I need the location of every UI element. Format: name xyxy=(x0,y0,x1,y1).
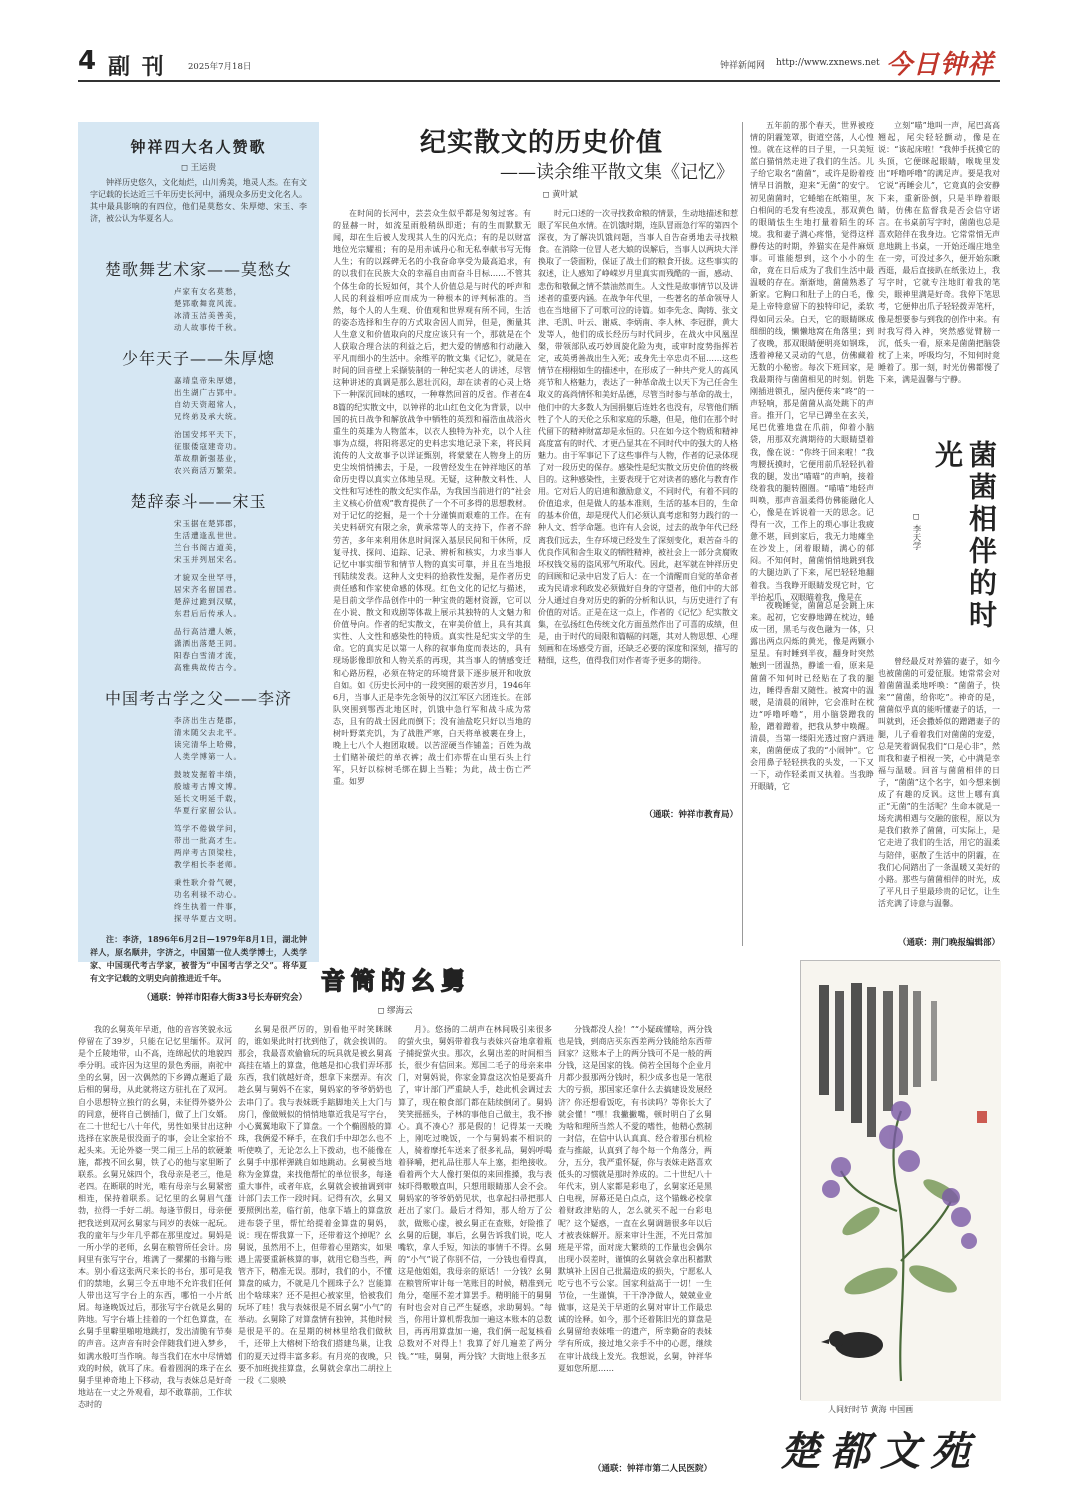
right-story-column-2: 立刻“喵”地叫一声，尾巴高高翘起，尾尖轻轻颤动，像是在说：“该起床啦！”我伸手抚摸它的头顶，它便眯起眼睛，喉咙里发出“呼噜呼噜”的满足声。要是我对它说“再睡会儿”，它竟真的会安静下来，重新卧倒，只是半睁着眼睛，仿佛在监督我是否会信守诺言。在书桌前写字时，菌菌也总是喜欢陪伴在我身边。它常常悄无声息地跳上书桌，一开始还端庄地坐在一旁，可没过多久，便开始东瞅西逛，最后直接趴在纸张边上，我写字时，它就专注地盯着我的笔尖，眼神里满是好奇。我停下笔思考，它便伸出爪子轻轻拨弄笔杆，像是想要参与到我的创作中来。有时我写得入神，突然感觉臂膀一沉，低头一看，原来是菌菌把脑袋枕了上来，呼吸均匀，不知何时竟睡着了。那一刻，时光仿佛都慢了下来，满是温馨与宁静。 xyxy=(878,121,1000,384)
bottom-story-author: ◻ 缪海云 xyxy=(377,1006,413,1016)
bottom-story-source: （通联：钟祥市第二人民医院） xyxy=(592,1464,712,1474)
bottom-column-1: 我的幺舅英年早逝，他的音容笑貌永远停留在了39岁，只能在记忆里缅怀。双河是个丘陵地带，山不高，连绵起伏的地貌四季分明。或许因为这里的景色秀丽，南驼中坐的幺舅，因一次偶然的下乡蹲点邂逅了最后相的舅母，从此就将这方驻扎在了双河。自小思想特立独行的幺舅，未征得外婆外公的同意，便将自己倒插门，做了上门女婿。在二十世纪七八十年代，男性如果甘出这种选择在家族是很没面子的事，会让全家抬不起头来。无论外婆一哭二闹三上吊的软硬兼施，都拽不回幺舅，铁了心的他与家里断了联系。幺舅兄妹四个，我母亲是老三，他是老四。在断联的时光，唯有母亲与幺舅紧密相连，保持着联系。记忆里的幺舅眉气蓬勃，拉得一手好二胡。每逢节假日，母亲便把我送到双河幺舅家与同岁的表妹一起玩。我的童年与少年几乎都在那里度过。舅妈是一所小学的老师，幺舅在粮管所任会计。房间里有张写字台，堆满了一摞摞的书籍与账本。别小看这张两尺来长的书台，那可是我们的禁地，幺舅三令五申地不允许我们任何人带出这写字台上的东西，哪怕一小片纸屑。每逢晚饭过后，那张写字台就是幺舅的阵地。写字台墙上挂着的一个红色算盘，在幺舅手里噼里啪啦地跳打，发出清脆有节奏的声音。这声音有时会伴随我们进入梦乡，如满水般叮当作响。每当我们在水中尽情嬉戏的时候，就耳了床。看着圆润的珠子在幺舅手里神奇地上下移动，我与表妹总是好奇地站在一丈之外观看，却不敢靠前，工作状态时的 xyxy=(78,1025,232,1409)
sidebar-title: 钟祥四大名人赞歌 xyxy=(130,138,267,156)
poem-line: 品行高洁遭人嫉， xyxy=(174,627,242,636)
poem-stanza xyxy=(174,429,307,477)
poem-line: 两岸考古顶梁柱， xyxy=(174,848,242,857)
feature-source: （通联：钟祥市教育局） xyxy=(644,810,738,820)
poem-stanza xyxy=(174,823,307,871)
poem-line: 东君后后传承人。 xyxy=(174,609,242,618)
poem-line: 征服倭寇建奇功。 xyxy=(174,442,242,451)
painting-frame xyxy=(800,960,1000,1400)
poem-line: 探寻华夏古文明。 xyxy=(174,914,242,923)
poem-line: 教学相长李老师。 xyxy=(174,860,242,869)
painting-caption: 人间好时节 黄海 中国画 xyxy=(828,1405,914,1414)
poem-line: 功名利禄不动心。 xyxy=(174,890,242,899)
poem-line: 动人故事传千秋。 xyxy=(174,323,242,332)
poem-line: 鼓坡发掘着丰绩， xyxy=(174,770,242,779)
poem-stanza xyxy=(174,286,307,334)
poem-line: 潇洒出落楚王同。 xyxy=(174,639,242,648)
bottom-column-4: 分钱都没人捡！”“小疑疏懂啥，两分钱也是钱，到商店买东西差两分钱能给东西带回家？这账本子上的两分钱可不是一般的两分钱，这是国家的钱。倘若全国每个企业月月都少报那两分钱时，积少成多也是一笔很大的亏损，那国家还拿什么去搞建设发展经济？你还想看饭吃，有书读吗？等你长大了就会懂！”嘿！我撇撇嘴，顿时明白了幺舅为啥和理所当然人不愛的嗜性，他精心熬制一封信，在信中认认真真、经合着那台机检查与推敲，认真到了每个每一个角落分，两分，五分，我严重怀疑，你与表妹走路喜欢低头的习惯就是那时养成的。二十世纪八十年代末，别人家都是彩电了，幺舅家还是黑白电视，屏幕还是白点点，这个锚蛛必校拿着财政津贴的人，怎么就买不起一台彩电呢？这个疑惑，一直在幺舅调谐很多年以后才被表妹解开。原来审计生涯，不光日常加班是平常，面对庞大繁琐的工作量也会偶尔出现小误差时，谨慎的幺舅就会拿出积蓄默默填补上因自己批漏造成的损失，宁愿私人吃亏也不亏公家。国家利益高于一切！一生节俭，一生谨慎，干干净净做人，兢兢业业做事，这是关于早逝的幺舅对审计工作最忠诚的诠释。如今，那个还着陈旧光的算盘是幺舅留给表妹唯一的遗产，所幸勤奋的表妹学有所成，接过地父亲手不中的心愿，继续在审计战线上发光。我想说，幺舅，钟祥华夏如您所愿…… xyxy=(558,1025,712,1373)
poem-line: 治国安邦平天下， xyxy=(174,430,242,439)
poem-line: 宋玉据在楚郢郡， xyxy=(174,519,242,528)
right-story-title-text: 菌菌相伴的时光 xyxy=(931,440,998,632)
right-story-author xyxy=(910,512,924,550)
bottom-column-3: 月》。悠扬的二胡声在林间吸引来很多的萤火虫，舅妈带着我与表妹兴奋地拿着瓶子捕捉萤火虫。那次，幺舅出差的时间相当长，很少有信回来。郑国二毛子的母亲来串门，对舅妈说，你家金算盘这次怕是要高升了，审计部门严重缺人手，趁此机会调过去算了，现在粮食部门都在陆续倒闭了。舅妈笑笑摇摇头，子林的事他自己做主，我不掺心。真不凑心？那是假的！记得某一天晚上，刚吃过晚饭，一个与舅妈素不相识的人，骑着摩托车送来了很多礼品，舅妈呼喝着驿嚼，把礼品往那人车上塞，拒绝接收。看着两个大人像打架似的来回推搡，我与表妹吓得嗷嗷直叫，只想用眼睛那人会不会。舅妈家的爷爷奶奶见状，也拿起扫帚把那人赶出了家门。最后才得知，那人给万了公款，做账心虚，被幺舅正在查账，好险推了幺舅的后腿，事后，幺舅告诉我们说，吃人嘴软，拿人手短，知法的事情千不得。幺舅的“小气”说了你别不信，一分钱也看得真，这是他姐姐，我母亲的原话！一分钱？幺舅在粮管所审计每一笔账目的时候，精准到元角分，毫厘不差才算罢手。精明能干的舅舅有时也会对自己严生疑惑，求助舅妈。“每当，你用计算机帮我加一遍这本账本的总数目，再再用算盘加一遍，我们俩一起复核看总数对不对得上！我算了好几遍差了两分钱。”“哇，舅舅，两分钱？大街地上很多五 xyxy=(398,1025,552,1361)
poem-title: 楚歌舞艺术家——莫愁女 xyxy=(104,260,292,279)
poem-stanza xyxy=(174,877,307,925)
painting-image xyxy=(801,961,1001,1401)
poem-line: 李济出生古楚郡， xyxy=(174,716,242,725)
poem-line: 才貌双全世罕寻， xyxy=(174,573,242,582)
right-story-column-1: 五年前的那个春天，世界被疫情的阴霾笼罩，街道空荡，人心惶惶。就在这样的日子里，一只美短蓝白猫悄然走进了我们的生活。儿子给它取名“菌菌”，或许是盼着疫情早日消散，迎来“无菌”的安宁。初见菌菌时，它蜷缩在纸箱里，灰白相间的毛发有些凌乱，那双黄色的眼睛怯生生地打量着陌生的环境。我和妻子满心疼惜，觉得这样静传达的时期，养猫实在是件麻烦事。可谁能想到，这个小小的生命，竟在日后成为了我们生活中最温暖的存在。渐渐地，菌菌熟悉了新家。它胸口和肚子上的白毛，像是上帝特意留下的独特印记，柔软得如同云朵。白天，它的眼睛眯成细细的线，懒懒地窝在角落里；到了夜晚，那双眼睛便明亮如钢珠，透着神秘又灵动的气息，仿佛藏着无数的小秘密。每次下班回家，是我最期待与菌菌相见的时刻。钥匙刚插进锁孔，屋内便传来“咚”的一声轻响，那是菌菌从高处跳下的声音。推开门，它早已蹲坐在玄关，尾巴优雅地盘在爪前，仰着小脑袋，用那双充满期待的大眼睛望着我，像在说：“你终于回来啦！”我弯腰抚摸时，它便用前爪轻轻扒着我的腿，发出“喵喵”的声响，接着绕着我的腿转圈圈。“喵喵”地轻声叫唤，那声音温柔得仿佛能融化人心，像是在诉说着一天的思念。记得有一次，工作上的琐心事让我疲惫不堪，回到家后，我无力地瘫坐在沙发上，闭着眼睛，满心的郁闷。不知何时，菌菌悄悄地跳到我的大腿边趴了下来，尾巴轻轻地翻着我。当我睁开眼睛发现它时，它半抬起爪，双眼瞄着我，像是在 xyxy=(750,121,874,602)
poem-line: 革故鼎新强基业， xyxy=(174,454,242,463)
masthead-logo: 今日钟祥 xyxy=(886,50,995,80)
poem-line: 楚郢歌舞竟风流。 xyxy=(174,299,242,308)
poem-stanza xyxy=(174,715,307,763)
poem-line: 居宋齐名留国君。 xyxy=(174,585,242,594)
poem-line: 冰清玉洁美善美， xyxy=(174,311,242,320)
poem-line: 笃学不倦做学问， xyxy=(174,824,242,833)
sidebar-author: ◻ 王运贵 xyxy=(180,163,217,173)
poem-title: 楚辞泰斗——宋玉 xyxy=(130,492,267,511)
poem-line: 带出一批高才生。 xyxy=(174,836,242,845)
page-number: 4 xyxy=(78,46,97,76)
right-story-source: （通联：荆门晚报编辑部） xyxy=(897,938,1000,948)
right-divider xyxy=(742,122,743,946)
column-logo: 楚都文苑 xyxy=(780,1428,980,1475)
poem-title: 中国考古学之父——李济 xyxy=(104,689,292,708)
right-story-column-3: 曾经最反对养猫的妻子，如今也被菌菌的可爱征服。她常常会对着菌菌温柔地呼唤：“菌菌子，快来”“菌菌，给你吃”。神奇的是，菌菌似乎真的能听懂妻子的话，一叫就到，还会撒娇似的蹭蹭妻子的腿，儿子看着我们对菌菌的宠爱，总是笑着调侃我们“口是心非”，然而我和妻子相视一笑，心中满是幸福与温暖。回首与菌菌相伴的日子，“菌菌”这个名字，如今想来倒成了有趣的反讽。这世上哪有真正“无菌”的生活呢？生命本就是一场充满相遇与交融的旅程，原以为是我们救养了菌菌，可实际上，是它走进了我们的生活，用它的温柔与陪伴，驱散了生活中的阴霾，在我们心间踏出了一条温暖又美好的小路。那些与菌菌相伴的时光，成了平凡日子里最珍贵的记忆，让生活充满了诗意与温馨。 xyxy=(878,657,1000,908)
poem-line: 高雅典故传古今。 xyxy=(174,663,242,672)
seal-stamp xyxy=(977,1111,987,1123)
poem-line: 读完清华上哈佛， xyxy=(174,740,242,749)
poem-line: 延长文明延千载， xyxy=(174,794,242,803)
poem-line: 人类学博第一人。 xyxy=(174,752,242,761)
poems-list xyxy=(90,257,307,925)
poem-line: 农兴商活万繁荣。 xyxy=(174,466,242,475)
poem-line: 华夏行家留公认。 xyxy=(174,806,242,815)
poem-stanza xyxy=(174,769,307,817)
feature-subtitle: ——读余维平散文集《记忆》 xyxy=(500,162,734,183)
poem-line: 终生执着一件事， xyxy=(174,902,242,911)
poem-line: 楚辞过跪到汉赋， xyxy=(174,597,242,606)
poem-line: 阳春白雪清才流， xyxy=(174,651,242,660)
right-story-author-text: ◻ 李天学 xyxy=(911,512,921,551)
bottom-story-title xyxy=(304,960,488,996)
sidebar-intro: 钟祥历史悠久，文化灿烂，山川秀美，地灵人杰。在有文字记载的长达近三千年历史长河中，涌现众多历史文化名人。其中最具影响的有四位，他们是莫愁女、朱厚熜、宋玉、李济，被公认为华夏名人。 xyxy=(90,178,307,224)
sidebar-source: （通联：钟祥市阳春大街33号长寿研究会） xyxy=(142,993,307,1003)
poem-title: 少年天子——朱厚熜 xyxy=(121,349,275,368)
poem-stanza xyxy=(174,518,307,566)
poem-line: 兄终弟及承大统。 xyxy=(174,412,242,421)
bottom-story-title-text: 音筒的幺舅 xyxy=(321,965,471,995)
poem-line: 自幼天资超常人， xyxy=(174,400,242,409)
site-name: 钟祥新闻网 xyxy=(720,61,766,71)
poem-line: 生活遭逢乱世世。 xyxy=(174,531,242,540)
poem-stanza xyxy=(174,626,307,674)
poem-line: 清末随父去北平。 xyxy=(174,728,242,737)
site-url[interactable]: http://www.zxnews.net xyxy=(776,58,880,68)
feature-column-2: 时元口述的一次寻找救命粮的情景，生动地描述和惹眼了军民鱼水情。在饥饿时期，连队冒雨急行军的第四个深夜，为了解决饥饿问题，当事人自告奋勇地去寻找粮食。在消除一位冒人老大娘的误解后，当事人以两块大洋换取了一袋面粉，保证了战士们的粮食开拔。这些事实的叙述，让人感知了峥嵘岁月里真实而残酷的一面，感动、悲伤和敬佩之情不禁油然而生。人文性是故事情节以及讲述者的重要内涵。在战争年代里，一些著名的革命领导人也在当地留下了可歌可泣的诗篇。如李先念、陶铸、张文津、毛凯、叶云、谢威、李炳南、李人林、李冠群，黄大发等人，他们的成长经历与时代同步，在战火中风凰涅槃，带领部队或巧妙周旋化险为夷，或审时度势指挥若定，或英勇善战出生入死；或身先士卒忠贞不屈……这些情节在栩栩如生的描述中，在形成了一种共产党人的高风亮节和人格魅力，表达了一种革命战士以天下为己任舍生取义的高尚情怀和美好品德，尽管当时参与革命的战士，他们中的大多数人为国捐躯后连姓名也没有，尽管他们牺牲了个人的天伦之乐和家庭的乐趣，但是，他们在那个时代留下的精神财富却是永恒的。只在如今这个物质和精神高度富有的时代、才更凸显其在不同时代中的强大的人格魅力。由于军事记下了这些事件与人物，作者的记录体现了对一段历史的保存。感染性是纪实散文历史价值的终极目的。这种感染性，主要表现于它对读者的感化与教育作用。它对后人的启迪和激励意义，不同时代，有着不同的价值追求，但是做人的基本准则，生活的基本目的，生命的基本价值，却是现代人们必须认真考虑和努力践行的一种人文、哲学命题。也许有人会说，过去的战争年代已经离我们远去，生存环境已经发生了深刻变化，艰苦奋斗的优良作风和舍生取义的牺牲精神，被社会上一部分贪腐败坏权钱交易的盗风邪气所取代。因此，赵军就在钟祥历史的回顾和记录中启发了后人：在一个清醒而自觉的革命者或为民请求利政发必须做好自身的守望者，他们中的大部分人通过自身对历史的新的分析和认识，与历史进行了有价值的对话。正是在这一点上，作者的《记忆》纪实散文集，在弘扬红色传统文化方面虽然作出了可喜的成绩，但是，由于时代的局限和篇幅的问题，其对人物思想、心理刻画和在场感受方面，还缺乏必要的深度和深刻，描写的精细，这些，值得我们对作者寄予更多的期待。 xyxy=(538,209,738,666)
feature-column-1: 在时间的长河中，芸芸众生似乎都是匆匆过客。有的显赫一时，如流星雨般稍纵即逝；有的生而默默无闻，却在生后被人发现其人生的闪光点；有的是以财富地位光宗耀祖；有的是用赤诚丹心和无私奉献书写无悔人生；有的以踩碑无名的小我奋命享受为最高追求，有的以我们在民族大众的幸福自由而奋斗目标……不管其个体生命的长短如何，其个人价值总是与时代的呼声和人民的利益相呼应而成为一种根本的评判标准的。当然，每个人的人生观、价值观和世界观有所不同，生活的姿态选择和生存的方式取舍因人而异，但是，衡量其人生意义和价值取向的尺度应该只有一个，那就是在个人获取合理合法的利益之后，把大爱的情感和行动融入平凡而细小的生活中。余维平的散文集《记忆》，就是在时间的回音壁上采撷装制的一种纪实老人的讲述，尽管这种讲述的真调是那么恩壮沉闷，却在读者的心灵上烙下一种深沉回味的感叹，一种尊然回首的反省。作者在48篇的纪实散文中，以钟祥的北山红色文化为背景，以中国的抗日战争和解放战争中牺牲的英烈和福浩血战浴火重生的英雄为人物蓝本，以衣人独特为补充，以个人往事为点缀，将阳将恶定的史料忠实地记录下来，将民间流传的人文故事予以详证甄别，将蒙蒙在人物身上的历史尘埃悄悄拂去，于是，一段曾经发生在钟祥地区的革命历史得以真实立体地呈现。无疑，这种散文料性、人文性和写述性的散文纪实作品，为我国当前进行的“社会主义核心价值观”教育提供了一个不可多得的思想教材。对于记忆的挖掘，是一个十分谨慎而艰难的工作。在有关史料研究有限之余，黄承常等人的支持下，作者不辞劳苦，多年来利用休息时间深入基层民间和干休所，反复寻找、探问、追踪、记录、辨析和核实，力求当事人记忆中事实细节和情节人物的真实可靠，并且在当地报刊陆续发表。这种人文史料的拾救性发掘，是作者历史责任感和作家使命感的体现。红色文化的记忆与描述，是目前文学作品创作中的一种宝贵的题材资源，它可以在小说、散文和戏剧等体裁上展示其独特的人文魅力和价值导向。作者的纪实散文，在审美价值上，具有其真实性、人文性和感染性的特质。真实性是纪实文学的生命。它的真实足以第一人称的叙事角度而表达的，具有现场影像即放和人物关系的再现，其当事人的情感变迁和心路历程，必须在特定的环境背景下逐步展开和收放自如。如《历史长河中的一段突围的艰苦岁月，1946年6月，当事人正是李先念领导的汉江军区六团连长。在部队突围到鄂西北地区时，饥饿中急行军和战斗成为常态，且有的战士因此而倒下；没有油盐吃只好以当地的树叶野菜充饥，为了战胜严寒，白天将单被裹在身上，晚上七八个人抱团取暖。以苦涩硬当作铺盖；百姓为战士们赌补破烂的单衣裤；战士们亦帮在山里石头上行军，只好以棕树毛绑在脚上当鞋；为此，战士伤亡严重。如罗 xyxy=(333,209,531,787)
sidebar-note: 注：李济，1896年6月2日—1979年8月1日，湖北钟祥人，原名顺井，字济之，中国第一位人类学博士，人类学家、中国现代考古学家，被誉为“中国考古学之父”。将华夏有文字记载的文明史向前推进近千年。 xyxy=(90,934,307,983)
section-title: 副 刊 xyxy=(108,54,166,80)
poem-stanza xyxy=(174,375,307,423)
poem-stanza xyxy=(174,572,307,620)
poem-line: 殷墟考古博文博。 xyxy=(174,782,242,791)
issue-date: 2025年7月18日 xyxy=(188,62,252,72)
page-header xyxy=(78,48,1000,78)
poem-line: 嘉靖皇帝朱厚熜， xyxy=(174,376,242,385)
poem-line: 宋玉并列屈宋名。 xyxy=(174,555,242,564)
right-story-title xyxy=(930,440,998,636)
bottom-column-2: 幺舅是很严厉的，别看他平时笑眯眯的，谁如果此时打扰到他了，就会挨训的。那会，我最喜欢偷偷玩的玩具就是被幺舅高高挂在墙上的算盘，他越是扣心我们弄坏那东西，我们就越好奇，想拿下来摆弄。有次趁幺舅与舅妈不在家，舅妈家的爷爷奶奶也去串门了。我与表妹既手踮脚地关上大门与房门，像做贼似的悄悄地靠近我是写字台，小心翼翼地取下了算盘。一个个椭圆般的算珠，我俩爱不释手，在我们手中却怎么也不听使唤了，无论怎么上下拨动，也不能像在幺舅手中那样弹跳自如地跳动。幺舅被当地称为金算盘，来找他帮忙的单位很多，每逢重大事件，或者年底，幺舅就会被抽调到审计部门去工作一段时间。记得有次，幺舅又要照例出差，临行前，他拿下墙上的算盘放进布袋子里，帮忙给提着金算盘的舅妈，说：现在帮我算一下，还带着这个掉呢？幺舅说，虽然用不上，但带着心里踏实，如果遇上需要重新核算的事，就用它稳当些，两管齐下，精准无误。那时，我们的小，不懂算盘的威力，不就是几个圆珠子么？岂能算出个啥球来？还不是担心被家里，恰被我们玩坏了哇！我与表妹很是不屑幺舅“小气”的举动。幺舅除了对算盘情有独钟，其他时候是很是平的。在星期的树林里给我们做秋千，还带上大榕树下给我们搭建鸟巢，让我们的夏天过得丰富多彩。有月亮的夜晚，只要不加班拢挂算盘，幺舅就会拿出二胡拉上一段《二泉映 xyxy=(238,1025,392,1385)
poem-line: 秉性耿介骨气硬， xyxy=(174,878,242,887)
poem-line: 出生湖广古郢中。 xyxy=(174,388,242,397)
sidebar-box xyxy=(78,122,319,1003)
poem-line: 兰台书阁古道美， xyxy=(174,543,242,552)
feature-title: 纪实散文的历史价值 xyxy=(420,128,664,158)
header-rule xyxy=(78,80,1000,82)
right-story-column-2b: 夜晚睡觉，菌菌总是会跳上床来。起初，它安静地蹲在枕边，蜷成一团，黑毛与夜色融为一体，只露出两点闪烁的黄光，像是两颗小星星。有时睡到半夜，翻身时突然触到一团温热，静谧一看，原来是菌菌不知何时已经贴在了我的腿边，睡得香甜又随性。被窝中的温暖，是清晨的闹钟，它会准时在枕边“呼噜呼噜”，用小脑袋蹭我的脸，蹭着蹭着，把我从梦中唤醒。清晨，当第一缕阳光透过窗户洒进来，菌菌便成了我的“小闹钟”。它会用鼻子轻轻拱我的头发，一下又一下，动作轻柔而又执着。当我睁开眼睛，它 xyxy=(750,601,874,792)
feature-author: ◻ 黄叶斌 xyxy=(542,190,578,200)
poem-line: 卢家有女名莫愁， xyxy=(174,287,242,296)
